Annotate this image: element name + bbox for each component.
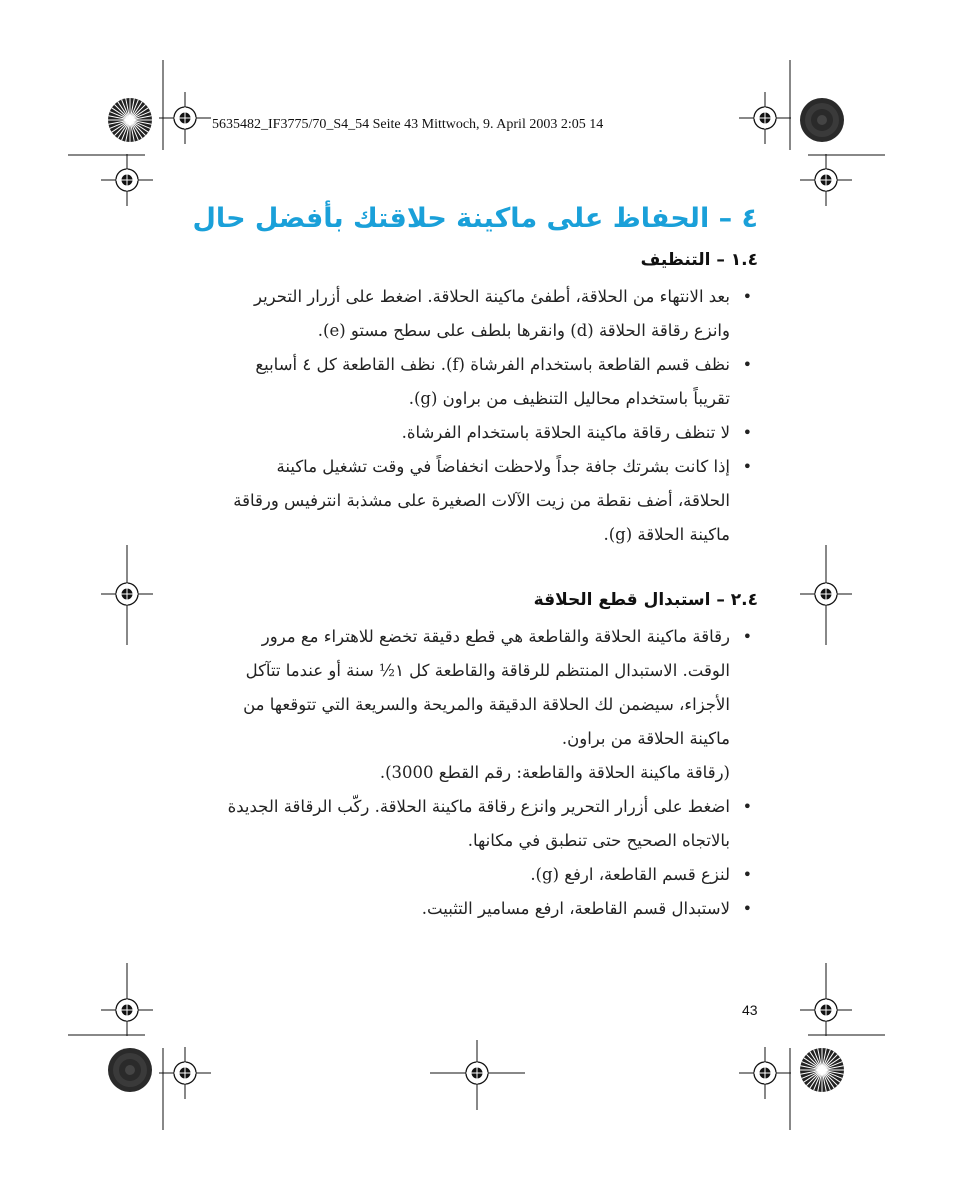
list-item-line: بالاتجاه الصحيح حتى تنطبق في مكانها. xyxy=(467,831,730,850)
list-item-line: • نظف قسم القاطعة باستخدام الفرشاة (f). نظف القاطعة كل ٤ أسابيع xyxy=(255,355,730,374)
list-item xyxy=(198,858,758,892)
list-item xyxy=(198,790,758,858)
list-item-line: ماكينة الحلاقة (g). xyxy=(603,525,730,544)
list-item-line: • بعد الانتهاء من الحلاقة، أطفئ ماكينة الحلاقة. اضغط على أزرار التحرير xyxy=(253,287,730,306)
list-item xyxy=(198,892,758,926)
replacing-parts-list xyxy=(198,620,758,926)
list-item-line: • لاستبدال قسم القاطعة، ارفع مسامير التثبيت. xyxy=(421,899,730,918)
list-item-line: • لنزع قسم القاطعة، ارفع (g). xyxy=(530,865,730,884)
list-item-line: الحلاقة، أضف نقطة من زيت الآلات الصغيرة على مشذبة انترفيس ورقاقة xyxy=(233,491,730,510)
list-item xyxy=(198,348,758,416)
list-item xyxy=(198,450,758,552)
list-item-line: الوقت. الاستبدال المنتظم للرقاقة والقاطعة كل ١½ سنة أو عندما تتآكل xyxy=(245,661,730,680)
list-item xyxy=(198,280,758,348)
list-item-line: (رقاقة ماكينة الحلاقة والقاطعة: رقم القطع 3000). xyxy=(379,763,730,782)
print-info-header: 5635482_IF3775/70_S4_54 Seite 43 Mittwoch, 9. April 2003 2:05 14 xyxy=(212,117,604,132)
list-item-line: • اضغط على أزرار التحرير وانزع رقاقة ماكينة الحلاقة. ركّب الرقاقة الجديدة xyxy=(227,797,730,816)
list-item-line: • لا تنظف رقاقة ماكينة الحلاقة باستخدام الفرشاة. xyxy=(401,423,730,442)
list-item xyxy=(198,416,758,450)
cleaning-list xyxy=(198,280,758,552)
section-title-replacing-parts: ٢.٤ – استبدال قطع الحلاقة xyxy=(533,590,758,610)
list-item xyxy=(198,620,758,790)
section-title-cleaning: ١.٤ – التنظيف xyxy=(640,250,758,270)
list-item-line: ماكينة الحلاقة من براون. xyxy=(561,729,730,748)
list-item-line: الأجزاء، سيضمن لك الحلاقة الدقيقة والمريحة والسريعة التي تتوقعها من xyxy=(243,695,730,714)
list-item-line: وانزع رقاقة الحلاقة (d) وانقرها بلطف على سطح مستو (e). xyxy=(317,321,730,340)
list-item-line: • رقاقة ماكينة الحلاقة والقاطعة هي قطع دقيقة تخضع للاهتراء مع مرور xyxy=(261,627,730,646)
page-number: 43 xyxy=(742,1002,758,1018)
list-item-line: • إذا كانت بشرتك جافة جداً ولاحظت انخفاضاً في وقت تشغيل ماكينة xyxy=(276,457,730,476)
list-item-line: تقريباً باستخدام محاليل التنظيف من براون (g). xyxy=(408,389,730,408)
chapter-title: ٤ – الحفاظ على ماكينة حلاقتك بأفضل حال xyxy=(192,203,758,234)
